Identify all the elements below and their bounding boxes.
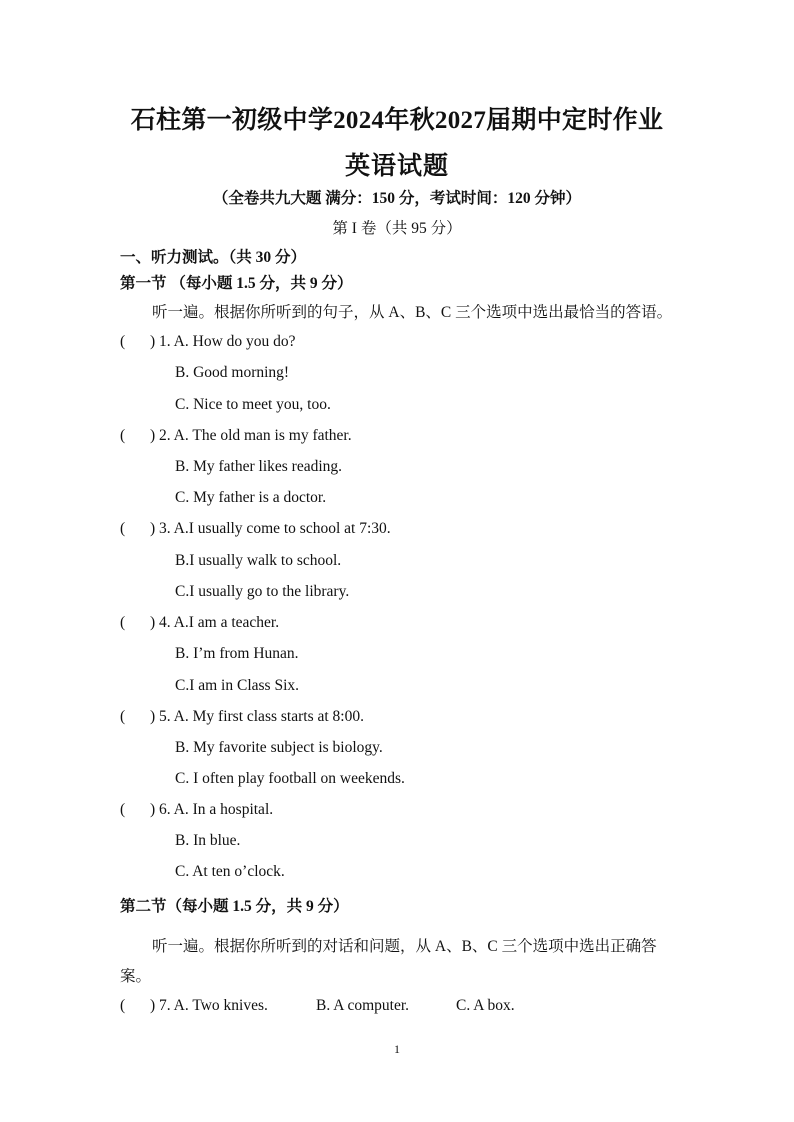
question-6-option-b: B. In blue.: [175, 832, 241, 849]
question-7-option-c: C. A box.: [456, 997, 515, 1014]
question-7-option-a: ) 7. A. Two knives.: [150, 997, 268, 1014]
answer-blank: (: [120, 997, 126, 1014]
section-instruction: 听一遍。根据你所听到的句子，从 A、B、C 三个选项中选出最恰当的答语。: [152, 304, 673, 321]
exam-title: 石柱第一初级中学2024年秋2027届期中定时作业: [130, 107, 664, 134]
question-5-option-a: ) 5. A. My first class starts at 8:00.: [150, 708, 364, 725]
exam-info: （全卷共九大题 满分：150 分，考试时间：120 分钟）: [212, 190, 582, 207]
question-6: [120, 801, 273, 819]
question-1-option-b: B. Good morning!: [175, 364, 290, 381]
section-heading: 第二节（每小题 1.5 分，共 9 分）: [120, 898, 349, 915]
question-6-option-c: C. At ten o’clock.: [175, 863, 285, 880]
answer-blank: (: [120, 708, 126, 725]
question-4-option-c: C.I am in Class Six.: [175, 677, 300, 694]
question-5-option-b: B. My favorite subject is biology.: [175, 739, 383, 756]
section-instruction-continued: 案。: [120, 968, 152, 985]
question-5-option-c: C. I often play football on weekends.: [175, 770, 405, 787]
question-1-option-a: ) 1. A. How do you do?: [150, 333, 296, 350]
question-2-option-a: ) 2. A. The old man is my father.: [150, 427, 352, 444]
answer-blank: (: [120, 520, 126, 537]
question-2: [120, 427, 352, 445]
page-number: 1: [394, 1042, 400, 1056]
question-5: [120, 708, 364, 726]
part-heading: 一、听力测试。（共 30 分）: [120, 249, 307, 266]
question-1-option-c: C. Nice to meet you, too.: [175, 396, 331, 413]
question-3-option-b: B.I usually walk to school.: [175, 552, 342, 569]
question-2-option-c: C. My father is a doctor.: [175, 489, 327, 506]
section-instruction: 听一遍。根据你所听到的对话和问题，从 A、B、C 三个选项中选出正确答: [152, 938, 657, 955]
answer-blank: (: [120, 801, 126, 818]
question-4: [120, 614, 279, 632]
section-heading: 第一节 （每小题 1.5 分，共 9 分）: [120, 275, 353, 292]
question-6-option-a: ) 6. A. In a hospital.: [150, 801, 274, 818]
question-4-option-b: B. I’m from Hunan.: [175, 645, 299, 662]
answer-blank: (: [120, 427, 126, 444]
exam-subject: 英语试题: [344, 153, 449, 180]
answer-blank: (: [120, 614, 126, 631]
answer-blank: (: [120, 333, 126, 350]
question-7-option-b: B. A computer.: [316, 997, 409, 1014]
question-3-option-a: ) 3. A.I usually come to school at 7:30.: [150, 520, 391, 537]
volume-title: 第 I 卷（共 95 分）: [332, 220, 462, 237]
question-3: [120, 520, 391, 538]
question-7: [120, 997, 268, 1015]
question-4-option-a: ) 4. A.I am a teacher.: [150, 614, 280, 631]
question-3-option-c: C.I usually go to the library.: [175, 583, 350, 600]
question-1: [120, 333, 296, 351]
question-2-option-b: B. My father likes reading.: [175, 458, 343, 475]
